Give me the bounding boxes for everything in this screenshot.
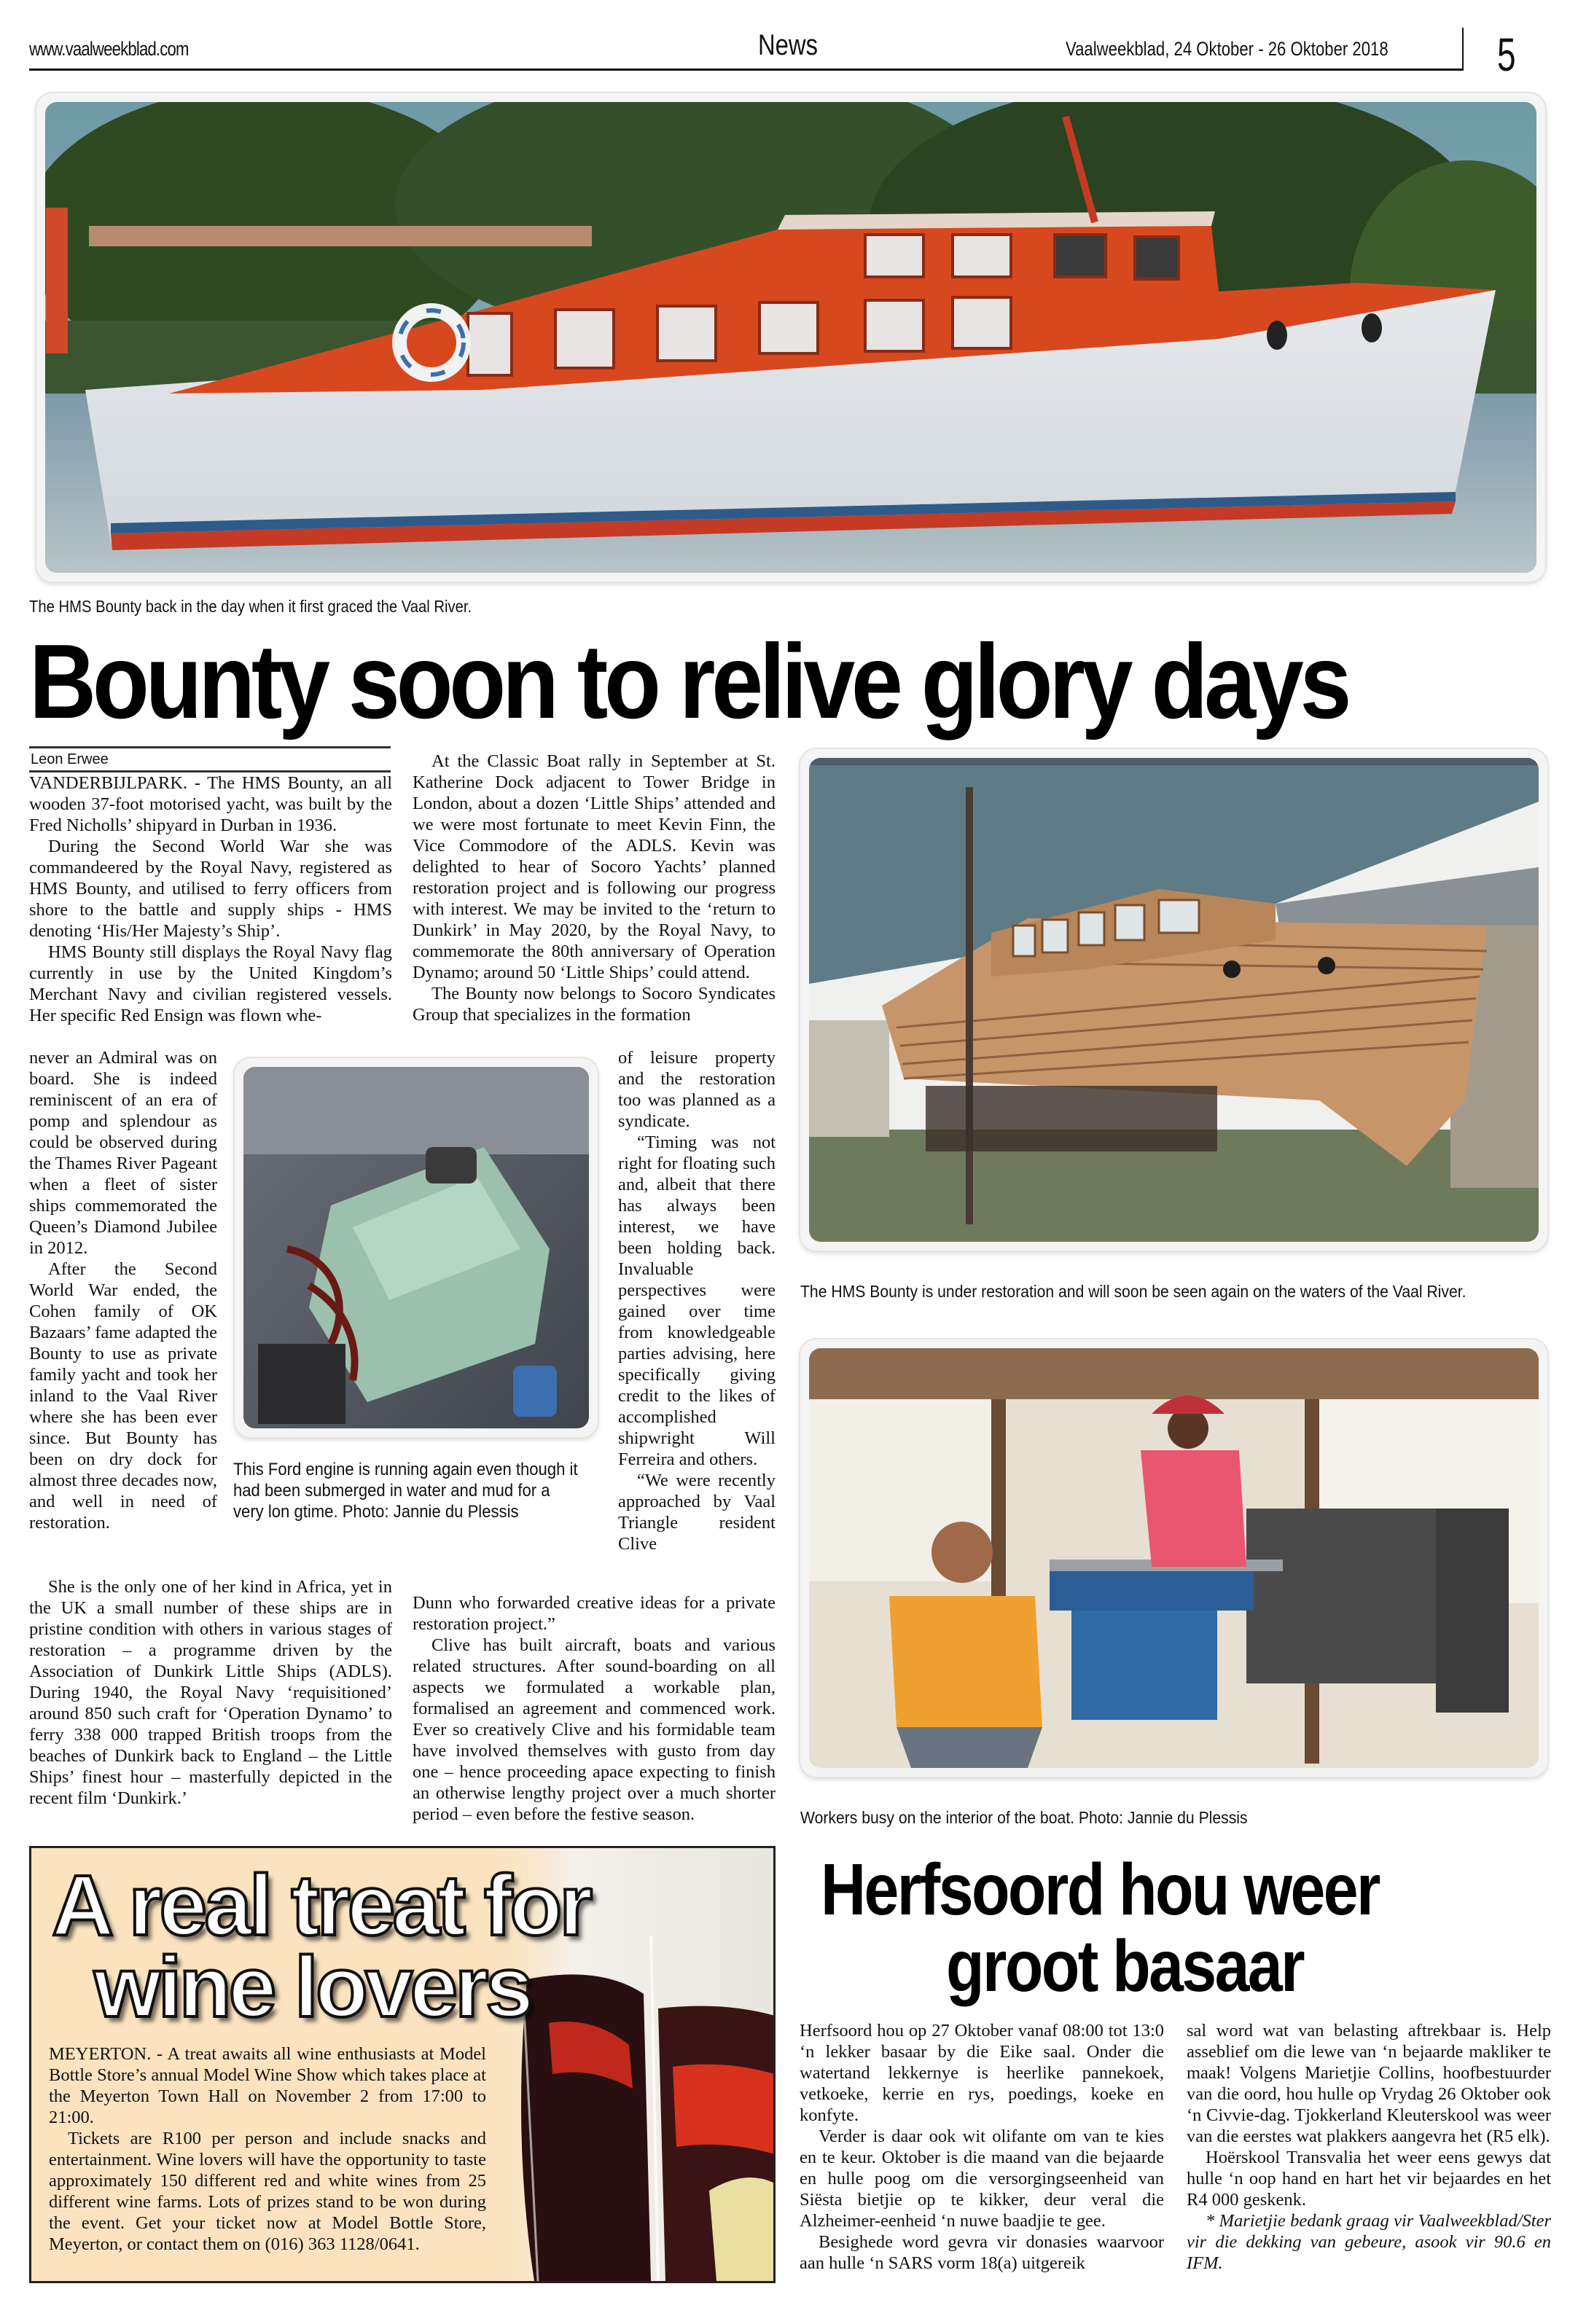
paragraph: VANDERBIJLPARK. - The HMS Bounty, an all wooden 37-foot motorised yacht, was built by the Fred Nicholls’ shipyard in Durban in 1936. — [29, 773, 392, 835]
paragraph: Tickets are R100 per person and include snacks and entertainment. Wine lovers will have the opportunity to taste approximately 150 different red and white wines from 25 different wine farms. Lots of prizes stand to be won during the event. Get your ticket now at Model Bottle Store, Meyerton, or contact them on (016) 363 1128/0641. — [49, 2129, 486, 2254]
herfsoord-headline-line1: Herfsoord hou weer — [821, 1849, 1379, 1930]
paragraph: HMS Bounty still displays the Royal Navy flag currently in use by the United Kingdom’s Merchant Navy and civilian registered vessels. Her specific Red Ensign was flown whe- — [29, 942, 392, 1025]
engine-photo — [235, 1058, 598, 1437]
article-column-2-lower — [413, 1592, 776, 1825]
paragraph: At the Classic Boat rally in September at St. Katherine Dock adjacent to Tower Bridge in London, about a dozen ‘Little Ships’ attended and we were most fortunate to meet Kevin Finn, the Vice Commodore of the ADLS. Kevin was delighted to hear of Socoro Yachts’ planned restoration project and is following our progress with interest. We may be invited to the ‘return to Dunkirk’ in May 2020, by the Royal Navy, to commemorate the 80th anniversary of Operation Dynamo; around 50 ‘Little Ships’ could attend. — [413, 751, 776, 982]
boat-image — [45, 102, 1536, 573]
paragraph: Herfsoord hou op 27 Oktober vanaf 08:00 tot 13:0 ‘n lekker basaar by die Eike saal. Onder die watertand lekkernye is heerlike pannekoek, vetkoeke, kerrie en rys, poedings, koeke en konfyte. — [800, 2021, 1164, 2125]
masthead-divider — [1462, 28, 1464, 70]
page-number: 5 — [1497, 28, 1516, 81]
workers-image — [809, 1348, 1539, 1768]
wine-article-box — [29, 1846, 776, 2283]
boat-photo — [36, 93, 1545, 582]
masthead-rule — [29, 69, 1464, 71]
wine-article-body — [49, 2043, 486, 2255]
paragraph: Hoërskool Transvalia het weer eens gewys dat hulle ‘n oop hand en hart het vir bejaardes en het R4 000 geskenk. — [1187, 2148, 1551, 2210]
workers-photo — [800, 1339, 1547, 1777]
paragraph: MEYERTON. - A treat awaits all wine enthusiasts at Model Bottle Store’s annual Model Wine Show which takes place at the Meyerton Town Hall on November 2 from 17:00 to 21:00. — [49, 2044, 486, 2127]
section-label: News — [758, 29, 819, 61]
paragraph: She is the only one of her kind in Africa, yet in the UK a small number of these ships are in pristine condition with others in various stages of restoration – a programme driven by the Association of Dunkirk Little Ships (ADLS). During 1940, the Royal Navy ‘requisitioned’ around 850 such craft for ‘Operation Dynamo’ to ferry 338 000 trapped British troops from the beaches of Dunkirk back to England – the Little Ships’ finest hour – masterfully depicted in the recent film ‘Dunkirk.’ — [29, 1577, 392, 1808]
paragraph: sal word wat van belasting aftrekbaar is. Help asseblief om die lewe van ‘n bejaarde makliker te maak! Volgens Marietjie Collins, hoofbestuurder van die oord, hou hulle op Vrydag 26 Oktober ook ‘n Civvie-dag. Tjokkerland Kleuterskool was weer van die eerstes wat plakkers aangevra het (R5 elk). — [1187, 2021, 1551, 2146]
main-headline: Bounty soon to relive glory days — [29, 622, 1348, 740]
paragraph: Verder is daar ook wit olifante om van te kies en te keur. Oktober is die maand van die bejaarde en hulle poog om die versorgingseenheid van Siësta bietjie op te kikker, deur veral die Alzheimer-eenheid ‘n nuwe baadjie te gee. — [800, 2127, 1164, 2231]
herfsoord-column-2 — [1187, 2020, 1551, 2274]
top-photo-caption: The HMS Bounty back in the day when it first graced the Vaal River. — [29, 597, 472, 616]
article-column-1-lower — [29, 1576, 392, 1809]
engine-image — [243, 1067, 589, 1428]
paragraph: never an Admiral was on board. She is indeed reminiscent of an era of pomp and splendour as could be observed during the Thames River Pageant when a fleet of sister ships commemorated the Queen’s Diamond Jubilee in 2012. — [29, 1048, 217, 1258]
paragraph: During the Second World War she was commandeered by the Royal Navy, registered as HMS Bounty, and utilised to ferry officers from shore to the battle and supply ships - HMS denoting ‘His/Her Majesty’s Ship’. — [29, 837, 392, 941]
herfsoord-headline-line2: groot basaar — [946, 1925, 1303, 2007]
site-url[interactable]: www.vaalweekblad.com — [29, 38, 189, 60]
wine-headline-line1: A real treat for — [52, 1858, 590, 1954]
restoration-photo-caption: The HMS Bounty is under restoration and will soon be seen again on the waters of the Vaal River. — [800, 1282, 1466, 1301]
issue-date: Vaalweekblad, 24 Oktober - 26 Oktober 2018 — [1066, 38, 1388, 60]
article-column-2 — [413, 751, 776, 1025]
paragraph: Besighede word gevra vir donasies waarvoor aan hulle ‘n SARS vorm 18(a) uitgereik — [800, 2232, 1164, 2273]
paragraph: After the Second World War ended, the Cohen family of OK Bazaars’ fame adapted the Bounty to use as private family yacht and took her inland to the Vaal River where she has been ever since. But Bounty has been on dry dock for almost three decades now, and well in need of restoration. — [29, 1259, 217, 1533]
article-column-2-narrow — [618, 1047, 776, 1554]
workers-photo-caption: Workers busy on the interior of the boat. Photo: Jannie du Plessis — [800, 1808, 1248, 1827]
paragraph: of leisure property and the restoration too was planned as a syndicate. — [618, 1048, 776, 1131]
herfsoord-column-1 — [800, 2020, 1164, 2274]
article-column-1-narrow — [29, 1047, 217, 1533]
engine-photo-caption: This Ford engine is running again even though it had been submerged in water and mud for a very lon gtime. Photo: Jannie du Plessis — [233, 1460, 578, 1522]
paragraph: Dunn who forwarded creative ideas for a private restoration project.” — [413, 1593, 776, 1634]
restoration-image — [809, 758, 1539, 1242]
byline: Leon Erwee — [29, 746, 391, 772]
paragraph: * Marietjie bedank graag vir Vaalweekblad/Ster vir die dekking van gebeure, asook vir 90.6 en IFM. — [1187, 2211, 1551, 2273]
paragraph: “We were recently approached by Vaal Triangle resident Clive — [618, 1471, 776, 1554]
article-column-1 — [29, 772, 392, 1026]
paragraph: The Bounty now belongs to Socoro Syndicates Group that specializes in the formation — [413, 984, 776, 1025]
restoration-photo — [800, 749, 1547, 1251]
paragraph: “Timing was not right for floating such and, albeit that there has always been interest, we have been holding back. Invaluable perspectives were gained over time from knowledgeable parties advising, here specifically giving credit to the likes of accomplished shipwright Will Ferreira and others. — [618, 1132, 776, 1469]
paragraph: Clive has built aircraft, boats and various related structures. After sound-boarding on all aspects we formulated a workable plan, formalised an agreement and commenced work. Ever so creatively Clive and his formidable team have involved themselves with gusto from day one – hence proceeding apace expecting to finish an otherwise lengthy project over a much shorter period – even before the festive season. — [413, 1635, 776, 1824]
wine-headline-line2: wine lovers — [94, 1939, 531, 2035]
